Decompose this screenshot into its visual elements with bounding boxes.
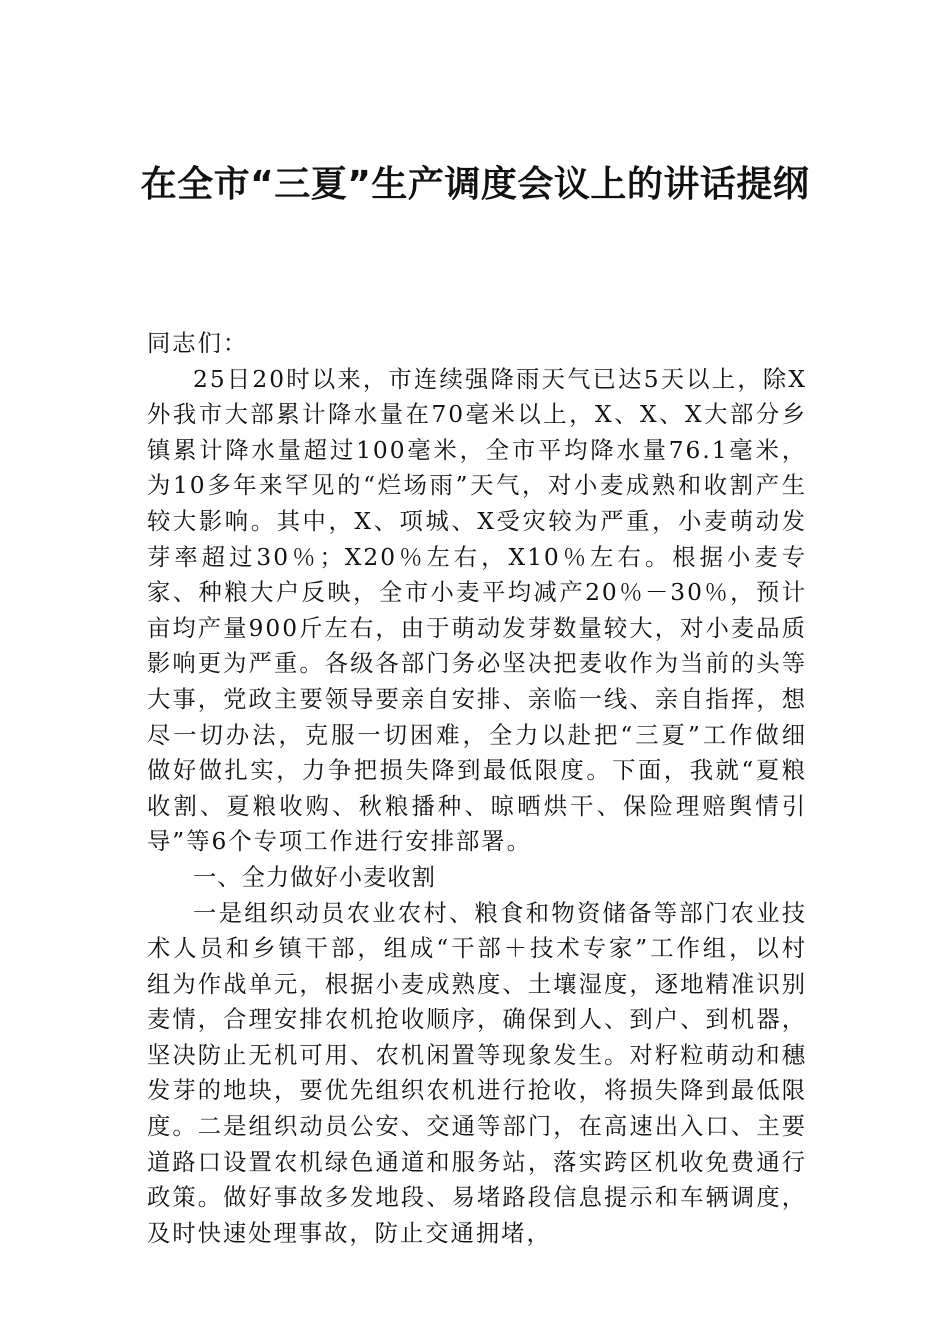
- section-paragraph: 一是组织动员农业农村、粮食和物资储备等部门农业技术人员和乡镇干部，组成“干部＋技术专家”工作组，以村组为作战单元，根据小麦成熟度、土壤湿度，逐地精准识别麦情，合理安排农机抢收顺序，确保到人、到户、到机器，坚决防止无机可用、农机闲置等现象发生。对籽粒萌动和穗发芽的地块，要优先组织农机进行抢收，将损失降到最低限度。二是组织动员公安、交通等部门，在高速出入口、主要道路口设置农机绿色通道和服务站，落实跨区机收免费通行政策。做好事故多发地段、易堵路段信息提示和车辆调度，及时快速处理事故，防止交通拥堵，: [147, 899, 807, 1247]
- section-heading: 一、全力做好小麦收割: [193, 863, 436, 891]
- intro-paragraph: 25日20时以来，市连续强降雨天气已达5天以上，除X外我市大部累计降水量在70毫米以上，X、X、X大部分乡镇累计降水量超过100毫米，全市平均降水量76.1毫米，为10多年来罕见的“烂场雨”天气，对小麦成熟和收割产生较大影响。其中，X、项城、X受灾较为严重，小麦萌动发芽率超过30％；X20％左右，X10％左右。根据小麦专家、种粮大户反映，全市小麦平均减产20％－30％，预计亩均产量900斤左右，由于萌动发芽数量较大，对小麦品质影响更为严重。各级各部门务必坚决把麦收作为当前的头等大事，党政主要领导要亲自安排、亲临一线、亲自指挥，想尽一切办法，克服一切困难，全力以赴把“三夏”工作做细做好做扎实，力争把损失降到最低限度。下面，我就“夏粮收割、夏粮收购、秋粮播种、晾晒烘干、保险理赔舆情引导”等6个专项工作进行安排部署。: [147, 365, 807, 856]
- salutation: 同志们：: [147, 330, 249, 357]
- document-title: 在全市“三夏”生产调度会议上的讲话提纲: [140, 164, 810, 205]
- document-body: [147, 326, 807, 1251]
